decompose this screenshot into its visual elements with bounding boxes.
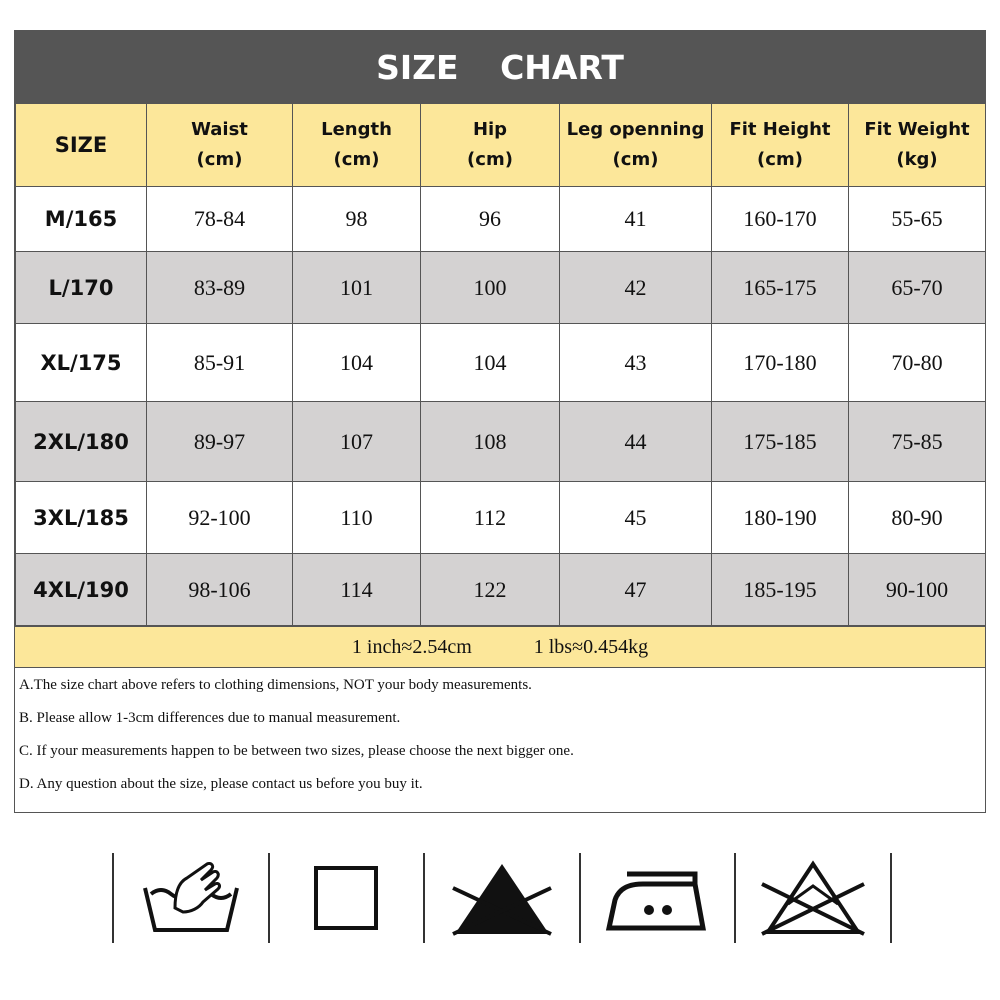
- waist-cell: 85-91: [147, 324, 293, 402]
- hand-wash-icon: [141, 858, 241, 938]
- size-cell: M/165: [16, 187, 147, 252]
- header-hip: Hip (cm): [421, 104, 560, 187]
- leg-opening-cell: 41: [560, 187, 712, 252]
- fit-height-cell: 165-175: [712, 252, 849, 324]
- leg-opening-cell: 47: [560, 554, 712, 626]
- fit-height-cell: 170-180: [712, 324, 849, 402]
- size-cell: L/170: [16, 252, 147, 324]
- leg-opening-cell: 45: [560, 482, 712, 554]
- fit-height-cell: 185-195: [712, 554, 849, 626]
- unit-conversion-bar: [15, 626, 985, 667]
- table-row: [16, 554, 986, 626]
- fit-height-cell: 160-170: [712, 187, 849, 252]
- lbs-conversion: 1 lbs≈0.454kg: [533, 635, 649, 658]
- header-waist: Waist (cm): [147, 104, 293, 187]
- size-cell: 2XL/180: [16, 402, 147, 482]
- size-cell: 3XL/185: [16, 482, 147, 554]
- fit-weight-cell: 90-100: [849, 554, 986, 626]
- hip-cell: 96: [421, 187, 560, 252]
- iron-medium-heat-icon: [603, 858, 713, 938]
- care-cell: [734, 853, 892, 943]
- header-fit-height: Fit Height (cm): [712, 104, 849, 187]
- hip-cell: 122: [421, 554, 560, 626]
- care-cell: [423, 853, 579, 943]
- hip-cell: 108: [421, 402, 560, 482]
- table-row: [16, 324, 986, 402]
- size-chart: [14, 30, 986, 813]
- hip-cell: 100: [421, 252, 560, 324]
- header-leg-opening: Leg openning (cm): [560, 104, 712, 187]
- length-cell: 101: [293, 252, 421, 324]
- waist-cell: 78-84: [147, 187, 293, 252]
- chart-title: SIZE CHART: [15, 31, 985, 103]
- note-b: B. Please allow 1-3cm differences due to manual measurement.: [19, 710, 401, 726]
- hip-cell: 112: [421, 482, 560, 554]
- leg-opening-cell: 43: [560, 324, 712, 402]
- length-cell: 107: [293, 402, 421, 482]
- length-cell: 110: [293, 482, 421, 554]
- tumble-dry-icon: [306, 858, 386, 938]
- header-length: Length (cm): [293, 104, 421, 187]
- waist-cell: 83-89: [147, 252, 293, 324]
- hip-cell: 104: [421, 324, 560, 402]
- header-size: SIZE: [16, 104, 147, 187]
- table-row: [16, 402, 986, 482]
- do-not-bleach-icon: [447, 858, 557, 938]
- size-table: [15, 103, 986, 626]
- size-cell: 4XL/190: [16, 554, 147, 626]
- fit-weight-cell: 80-90: [849, 482, 986, 554]
- leg-opening-cell: 42: [560, 252, 712, 324]
- care-cell: [579, 853, 735, 943]
- fit-weight-cell: 65-70: [849, 252, 986, 324]
- size-cell: XL/175: [16, 324, 147, 402]
- table-row: [16, 187, 986, 252]
- length-cell: 98: [293, 187, 421, 252]
- notes-section: [15, 667, 985, 812]
- note-a: A.The size chart above refers to clothing dimensions, NOT your body measurements.: [19, 677, 532, 693]
- header-fit-weight: Fit Weight (kg): [849, 104, 986, 187]
- length-cell: 104: [293, 324, 421, 402]
- table-header-row: [16, 104, 986, 187]
- table-row: [16, 252, 986, 324]
- leg-opening-cell: 44: [560, 402, 712, 482]
- care-cell: [112, 853, 268, 943]
- waist-cell: 98-106: [147, 554, 293, 626]
- fit-weight-cell: 55-65: [849, 187, 986, 252]
- note-d: D. Any question about the size, please contact us before you buy it.: [19, 776, 423, 792]
- fit-weight-cell: 75-85: [849, 402, 986, 482]
- waist-cell: 92-100: [147, 482, 293, 554]
- fit-weight-cell: 70-80: [849, 324, 986, 402]
- waist-cell: 89-97: [147, 402, 293, 482]
- table-row: [16, 482, 986, 554]
- care-instructions: [112, 853, 892, 943]
- care-cell: [268, 853, 424, 943]
- note-c: C. If your measurements happen to be between two sizes, please choose the next bigger one.: [19, 743, 574, 759]
- fit-height-cell: 180-190: [712, 482, 849, 554]
- inch-conversion: 1 inch≈2.54cm: [351, 635, 472, 658]
- length-cell: 114: [293, 554, 421, 626]
- do-not-bleach-icon: [758, 858, 868, 938]
- fit-height-cell: 175-185: [712, 402, 849, 482]
